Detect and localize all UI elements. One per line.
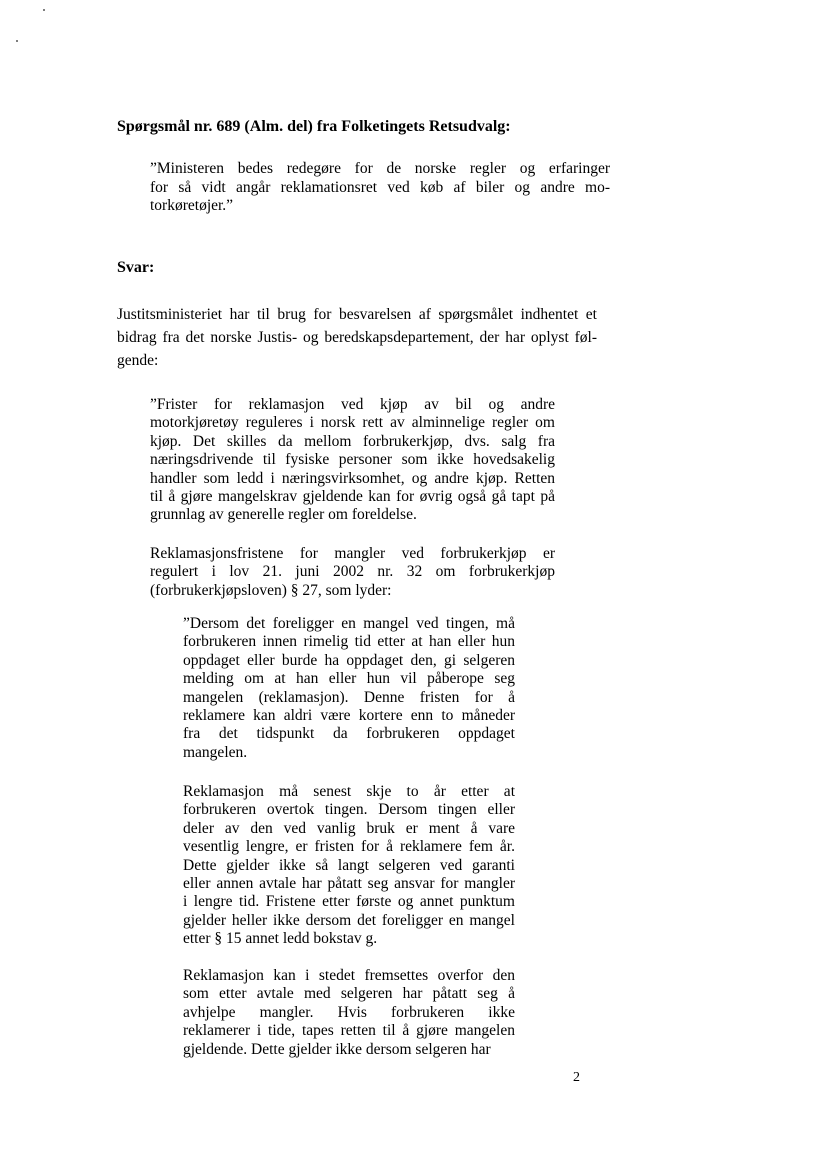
text-line: motorkjøretøy reguleres i norsk rett av alminnelige regler om (150, 414, 555, 432)
text-line: mangelen. (183, 743, 248, 761)
text-line: ”Dersom det foreligger en mangel ved tingen, må (183, 615, 515, 632)
text-line: (forbrukerkjøpsloven) § 27, som lyder: (150, 581, 392, 599)
text-line: kjøp. Det skilles da mellom forbrukerkjøp, dvs. salg fra (150, 432, 555, 450)
answer-heading: Svar: (117, 259, 155, 276)
text-line: fra det tidspunkt da forbrukeren oppdaget (183, 725, 515, 743)
text-line: som etter avtale med selgeren har påtatt seg å (183, 985, 515, 1003)
text-line: regulert i lov 21. juni 2002 nr. 32 om forbrukerkjøp (150, 563, 555, 581)
text-line: melding om at han eller hun vil påberope seg (183, 670, 515, 688)
law-quote-paragraph-3 (183, 967, 515, 1059)
text-line: handler som ledd i næringsvirksomhet, og andre kjøp. Retten (150, 469, 555, 487)
text-line: forbrukeren innen rimelig tid etter at han eller hun (183, 633, 515, 651)
law-quote-paragraph-1 (183, 615, 515, 762)
text-line: mangelen (reklamasjon). Denne fristen for å (183, 688, 515, 706)
text-line: Reklamasjonsfristene for mangler ved forbrukerkjøp er (150, 545, 555, 562)
text-line: næringsdrivende til fysiske personer som ikke hovedsakelig (150, 451, 555, 469)
norwegian-quote-paragraph-1 (150, 396, 555, 525)
answer-intro (117, 303, 597, 372)
page-number: 2 (573, 1070, 580, 1085)
text-line: bidrag fra det norske Justis- og beredskapsdepartement, der har oplyst føl- (117, 329, 597, 346)
text-line: gjelder heller ikke dersom det foreligger en mangel (183, 911, 515, 929)
text-line: gende: (117, 352, 159, 369)
text-line: i lengre tid. Fristene etter første og annet punktum (183, 893, 515, 911)
text-line: Reklamasjon må senest skje to år etter at (183, 783, 515, 800)
text-line: ”Frister for reklamasjon ved kjøp av bil og andre (150, 396, 555, 413)
text-line: gjeldende. Dette gjelder ikke dersom selgeren har (183, 1040, 491, 1058)
text-line: forbrukeren overtok tingen. Dersom tingen eller (183, 801, 515, 819)
text-line: avhjelpe mangler. Hvis forbrukeren ikke (183, 1003, 515, 1021)
text-line: Dette gjelder ikke så langt selgeren ved garanti (183, 856, 515, 874)
text-line: etter § 15 annet ledd bokstav g. (183, 930, 378, 948)
text-line: oppdaget eller burde ha oppdaget den, gi selgeren (183, 651, 515, 669)
text-line: Justitsministeriet har til brug for besvarelsen af spørgsmålet indhentet et (117, 306, 597, 323)
text-line: reklamere kan aldri være kortere enn to måneder (183, 707, 515, 725)
scan-speck (43, 9, 45, 11)
text-line: torkøretøjer.” (150, 197, 234, 214)
norwegian-quote-paragraph-2 (150, 545, 555, 600)
text-line: vesentlig lengre, er fristen for å reklamere fem år. (183, 838, 515, 856)
text-line: grunnlag av generelle regler om foreldelse. (150, 506, 417, 524)
text-line: eller annen avtale har påtatt seg ansvar for mangler (183, 875, 515, 893)
question-heading: Spørgsmål nr. 689 (Alm. del) fra Folketingets Retsudvalg: (117, 118, 511, 135)
text-line: Reklamasjon kan i stedet fremsettes overfor den (183, 967, 515, 984)
text-line: deler av den ved vanlig bruk er ment å vare (183, 819, 515, 837)
text-line: reklamerer i tide, tapes retten til å gjøre mangelen (183, 1022, 515, 1040)
law-quote-paragraph-2 (183, 783, 515, 949)
scan-speck (16, 40, 18, 42)
text-line: ”Ministeren bedes redegøre for de norske regler og erfaringer (150, 160, 610, 177)
question-quote (150, 160, 610, 216)
text-line: til å gjøre mangelskrav gjeldende kan for øvrig også gå tapt på (150, 488, 555, 506)
text-line: for så vidt angår reklamationsret ved køb af biler og andre mo- (150, 178, 610, 196)
